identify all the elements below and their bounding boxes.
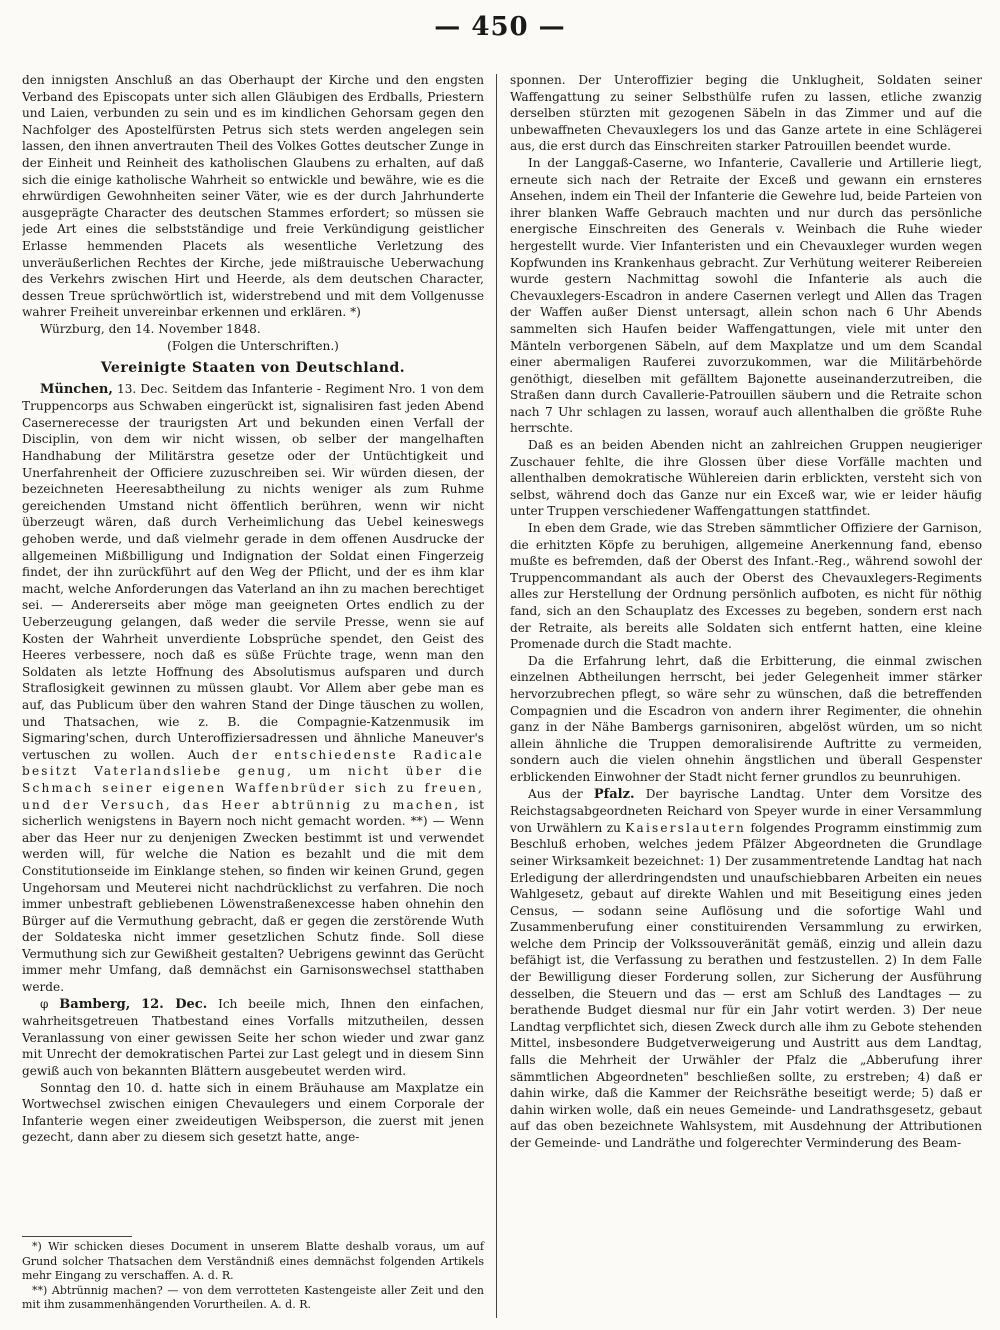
left-column	[22, 72, 484, 1238]
footnote-2: **) Abtrünnig machen? — von dem verrotteten Kastengeiste aller Zeit und den mit ihm zusammenhängenden Vorurtheilen. A. d. R.	[22, 1283, 484, 1312]
footnotes	[22, 1240, 484, 1313]
munich-text-b: ist sicherlich wenigstens in Bayern noch nicht gemacht worden. **) — Wenn aber das Heer nur zu denjenigen Zwecken bestimmt ist und verwendet werden will, für welche die Nation es bezahlt und die mit dem Constitutionseide im Einklange stehen, so finden wir keinen Grund, gegen Ungehorsam und Meuterei nicht nachdrücklichst zu verfahren. Die noch immer unbestraft gebliebenen Löwenstraßenexcesse haben ohnehin den Bürger auf die Vermuthung gebracht, daß er gegen die zerstörende Wuth der Soldateska nicht immer gesetzlichen Schutz finde. Soll diese Vermuthung sich zur Gewißheit gestalten? Uebrigens gewinnt das Gerücht immer mehr Umfang, daß demnächst ein Garnisonswechsel statthaben werde.	[22, 797, 484, 995]
pfalz-spaced-text: Kaiserslautern	[625, 820, 747, 835]
bamberg-place: Bamberg,	[59, 996, 131, 1012]
munich-text-a: Seitdem das Infanterie - Regiment Nro. 1 von dem Truppencorps aus Schwaben eingerückt ist, signalisiren fast jeden Abend Casernerecesse der traurigsten Art und bekunden einen Verfall der Disciplin, von dem wir nicht wissen, ob selber der mangelhaften Handhabung der Militärstra gesetze oder der Untüchtigkeit und Unerfahrenheit der Officiere zuzuschreiben sei. Wir würden diesen, der bezeichneten Heeresabtheilung zu nichts weniger als zum Ruhme gereichenden Umstand nicht öffentlich berühren, wenn wir nicht überzeugt wären, daß durch Verheimlichung das Uebel keineswegs gehoben werde, und daß vielmehr gerade in dem offenen Ausdrucke der allgemeinen Mißbilligung und Indignation der Soldat einen Fingerzeig findet, der ihn zurückführt auf den Weg der Pflicht, und der es ihm klar macht, welche Anforderungen das Vaterland an ihn zu machen berechtiget sei. — Andererseits aber möge man geeigneten Ortes endlich zu der Ueberzeugung gelangen, daß weder die servile Presse, wenn sie auf Kosten der Wahrheit unverdiente Lobsprüche spendet, den Geist des Heeres verbessere, noch daß es süße Früchte trage, wenn man den Soldaten als letzte Hoffnung des Absolutismus aufsparen und durch Straflosigkeit gewinnen zu müssen glaubt. Vor Allem aber gebe man es auf, das Publicum über den wahren Stand der Dinge täuschen zu wollen, und Thatsachen, wie z. B. die Compagnie-Katzenmusik im Sigmaring'schen, durch Unteroffiziersadressen und ähnliche Maneuver's vertuschen zu wollen. Auch	[22, 381, 484, 762]
pfalz-text-a: Der bayrische Landtag. Unter dem Vorsitze des Reichstagsabgeordneten Reichard von Speyer wurde in einer Versammlung von Urwählern zu	[510, 786, 982, 835]
right-paragraph-2: In der Langgaß-Caserne, wo Infanterie, Cavallerie und Artillerie liegt, erneute sich nach der Retraite der Exceß und gewann ein ernsteres Ansehen, indem ein Theil der Infanterie die Gewehre lud, beide Parteien von ihrer blanken Waffe Gebrauch machten und nur durch das persönliche energische Einschreiten des Generals v. Weinbach die Ruhe wieder hergestellt wurde. Vier Infanteristen und ein Chevauxleger wurden wegen Kopfwunden ins Krankenhaus gebracht. Zur Verhütung weiterer Reibereien wurde gestern Nachmittag sowohl die Infanterie als auch die Chevauxlegers-Escadron in andere Casernen verlegt und Allen das Tragen der Waffen außer Dienst untersagt, allein schon nach 6 Uhr Abends sammelten sich Haufen beider Waffengattungen, viele mit unter den Mänteln verborgenen Säbeln, auf dem Maxplatze und um dem Scandal einer abermaligen Rauferei zuvorzukommen, war die Militärbehörde genöthigt, dieselben mit gefälltem Bajonette auseinanderzutreiben, die Straßen dann durch Cavallerie-Patrouillen säubern und die Retraite schon nach 7 Uhr schlagen zu lassen, worauf auch allenthalben die größte Ruhe herrschte.	[510, 155, 982, 436]
bamberg-date: 12. Dec.	[141, 996, 208, 1012]
munich-article	[22, 381, 484, 996]
pfalz-article	[510, 786, 982, 1152]
munich-date: 13. Dec.	[117, 381, 168, 396]
right-paragraph-5: Da die Erfahrung lehrt, daß die Erbitterung, die einmal zwischen einzelnen Abtheilungen herrscht, bei jeder Gelegenheit immer stärker hervorzubrechen pflegt, so wäre sehr zu wünschen, daß die betreffenden Compagnien und die Escadron von andern ihrer Regimenter, die ohnehin ganz in der Nähe Bambergs garnisoniren, abgelöst würden, um so nicht allein ähnliche die Truppen demoralisirende Auftritte zu vermeiden, sondern auch die vielen ohnehin ängstlichen und überall Gespenster erblickenden Einwohner der Stadt nicht ferner grundlos zu beunruhigen.	[510, 653, 982, 784]
pfalz-lead: Aus der	[528, 786, 583, 801]
pfalz-text-b: folgendes Programm einstimmig zum Beschluß erhoben, welches jedem Pfälzer Abgeordneten die Grundlage seiner Wirksamkeit bezeichnet: 1) Der zusammentretende Landtag hat nach Erledigung der allerdringendsten und unaufschiebbaren Arbeiten ein neues Wahlgesetz, gebaut auf direkte Wahlen und mit Beseitigung eines jeden Census, — sodann seine Auflösung und die sofortige Wahl und Zusammenberufung einer constituirenden Versammlung zu erwirken, welche dem Princip der Volkssouveränität gemäß, einzig und allein dazu befähigt ist, die Verfassung zu berathen und festzustellen. 2) In dem Falle der Bewilligung dieser Forderung sollen, zur Sicherung der Ausführung desselben, die Steuern und das — erst am Schluß des Landtages — zu berathende Budget diesmal nur für ein Jahr votirt werden. 3) Der neue Landtag verpflichtet sich, diesen Zweck durch alle ihm zu Gebote stehenden Mittel, insbesondere Budgetverweigerung und Austritt aus dem Landtag, falls die Mehrheit der Urwähler der Pfalz die „Abberufung ihrer sämmtlichen Abgeordneten" beschließen sollte, zu erstreben; 4) daß er dahin wirke, daß die Kammer der Reichsräthe beseitigt werde; 5) daß er dahin wirken wolle, daß ein neues Gemeinde- und Landrathsgesetz, gebaut auf das oben bezeichnete Wahlsystem, mit Ausdehnung der Attributionen der Gemeinde- und Landräthe und folgerechter Verminderung des Beam-	[510, 820, 982, 1150]
pfalz-place: Pfalz.	[593, 786, 635, 802]
sunday-paragraph: Sonntag den 10. d. hatte sich in einem Bräuhause am Maxplatze ein Wortwechsel zwischen einigen Chevaulegers und einem Corporale der Infanterie wegen einer zweideutigen Weibsperson, die zuerst mit jenen gezecht, dann aber zu diesem sich gesetzt hatte, ange-	[22, 1080, 484, 1145]
section-heading: Vereinigte Staaten von Deutschland.	[100, 360, 406, 377]
munich-spaced-text: der entschiedenste Radicale besitzt Vaterlandsliebe genug, um nicht über die Schmach seiner eigenen Waffenbrüder sich zu freuen, und der Versuch, das Heer abtrünnig zu machen,	[22, 747, 484, 812]
bamberg-article	[22, 996, 484, 1080]
footnote-1: *) Wir schicken dieses Document in unserem Blatte deshalb voraus, um auf Grund solcher Thatsachen dem Verständniß eines demnächst folgenden Artikels mehr Eingang zu verschaffen. A. d. R.	[22, 1240, 484, 1283]
right-paragraph-1: sponnen. Der Unteroffizier beging die Unklugheit, Soldaten seiner Waffengattung zu seiner Selbsthülfe rufen zu lassen, etliche zwanzig derselben stürzten mit gezogenen Säbeln in das Zimmer und auf die unbewaffneten Chevauxlegers los und das Ganze artete in eine Schlägerei aus, die erst durch das Einschreiten starker Patrouillen beendet wurde.	[510, 73, 982, 154]
right-paragraph-3: Daß es an beiden Abenden nicht an zahlreichen Gruppen neugieriger Zuschauer fehlte, die ihre Glossen über diese Vorfälle machten und allenthalben demokratische Wühlereien darin erblickten, versteht sich von selbst, während doch das Ganze nur ein Exceß war, wie er leider häufig unter Truppen verschiedener Waffengattungen stattfindet.	[510, 438, 982, 519]
intro-paragraph: den innigsten Anschluß an das Oberhaupt der Kirche und den engsten Verband des Episcopats unter sich allen Gläubigen des Erdballs, Priestern und Laien, verbunden zu sein und es im kindlichen Gehorsam gegen den Nachfolger des Apostelfürsten Petrus sich stets werden angelegen sein lassen, den ihnen anvertrauten Theil des Volkes Gottes deutscher Zunge in der Einheit und Reinheit des katholischen Glaubens zu erhalten, auf daß sich die einige katholische Wahrheit so entwickle und bewähre, wie es die ehrwürdigen Gewohnheiten seiner Väter, wie es der durch Jahrhunderte ausgeprägte Character des deutschen Stammes erfordert; so müssen sie jede Art eines die selbstständige und freie Verkündigung geistlicher Erlasse hemmenden Placets als wesentliche Verletzung des unveräußerlichen Rechtes der Kirche, jede mißtrauische Ueberwachung des Verkehrs zwischen Hirt und Heerde, als dem deutschen Character, dessen Treue sprüchwörtlich ist, widerstrebend und mit dem Vollgenusse wahrer Freiheit unvereinbar erkennen und erklären. *)	[22, 73, 484, 320]
footnote-divider	[22, 1236, 132, 1237]
signoff-note: (Folgen die Unterschriften.)	[167, 338, 339, 353]
bamberg-mark: φ	[40, 996, 49, 1011]
signoff-date: Würzburg, den 14. November 1848.	[40, 321, 261, 336]
column-divider	[496, 74, 497, 1318]
right-paragraph-4: In eben dem Grade, wie das Streben sämmtlicher Offiziere der Garnison, die erhitzten Köpfe zu beruhigen, allgemeine Anerkennung fand, ebenso mußte es befremden, daß der Oberst des Infant.-Reg., während sowohl der Truppencommandant als auch der Oberst des Chevauxlegers-Regiments alles zur Herstellung der Ordnung persönlich aufboten, es nicht für nöthig fand, sich an den Schauplatz des Excesses zu begeben, sondern erst nach der Retraite, als bereits alle Soldaten sich entfernt hatten, eine kleine Promenade durch die Stadt machte.	[510, 521, 982, 652]
munich-place: München,	[40, 381, 113, 397]
page-number: — 450 —	[434, 12, 566, 42]
bamberg-text: Ich beeile mich, Ihnen den einfachen, wahrheitsgetreuen Thatbestand eines Vorfalls mitzutheilen, dessen Veranlassung von einer gewissen Seite her schon wieder und zwar ganz mit Unrecht der demokratischen Partei zur Last gelegt und in diesem Sinn gewiß auch von bekannten Blättern ausgebeutet werden wird.	[22, 996, 484, 1079]
right-column	[510, 72, 982, 1322]
